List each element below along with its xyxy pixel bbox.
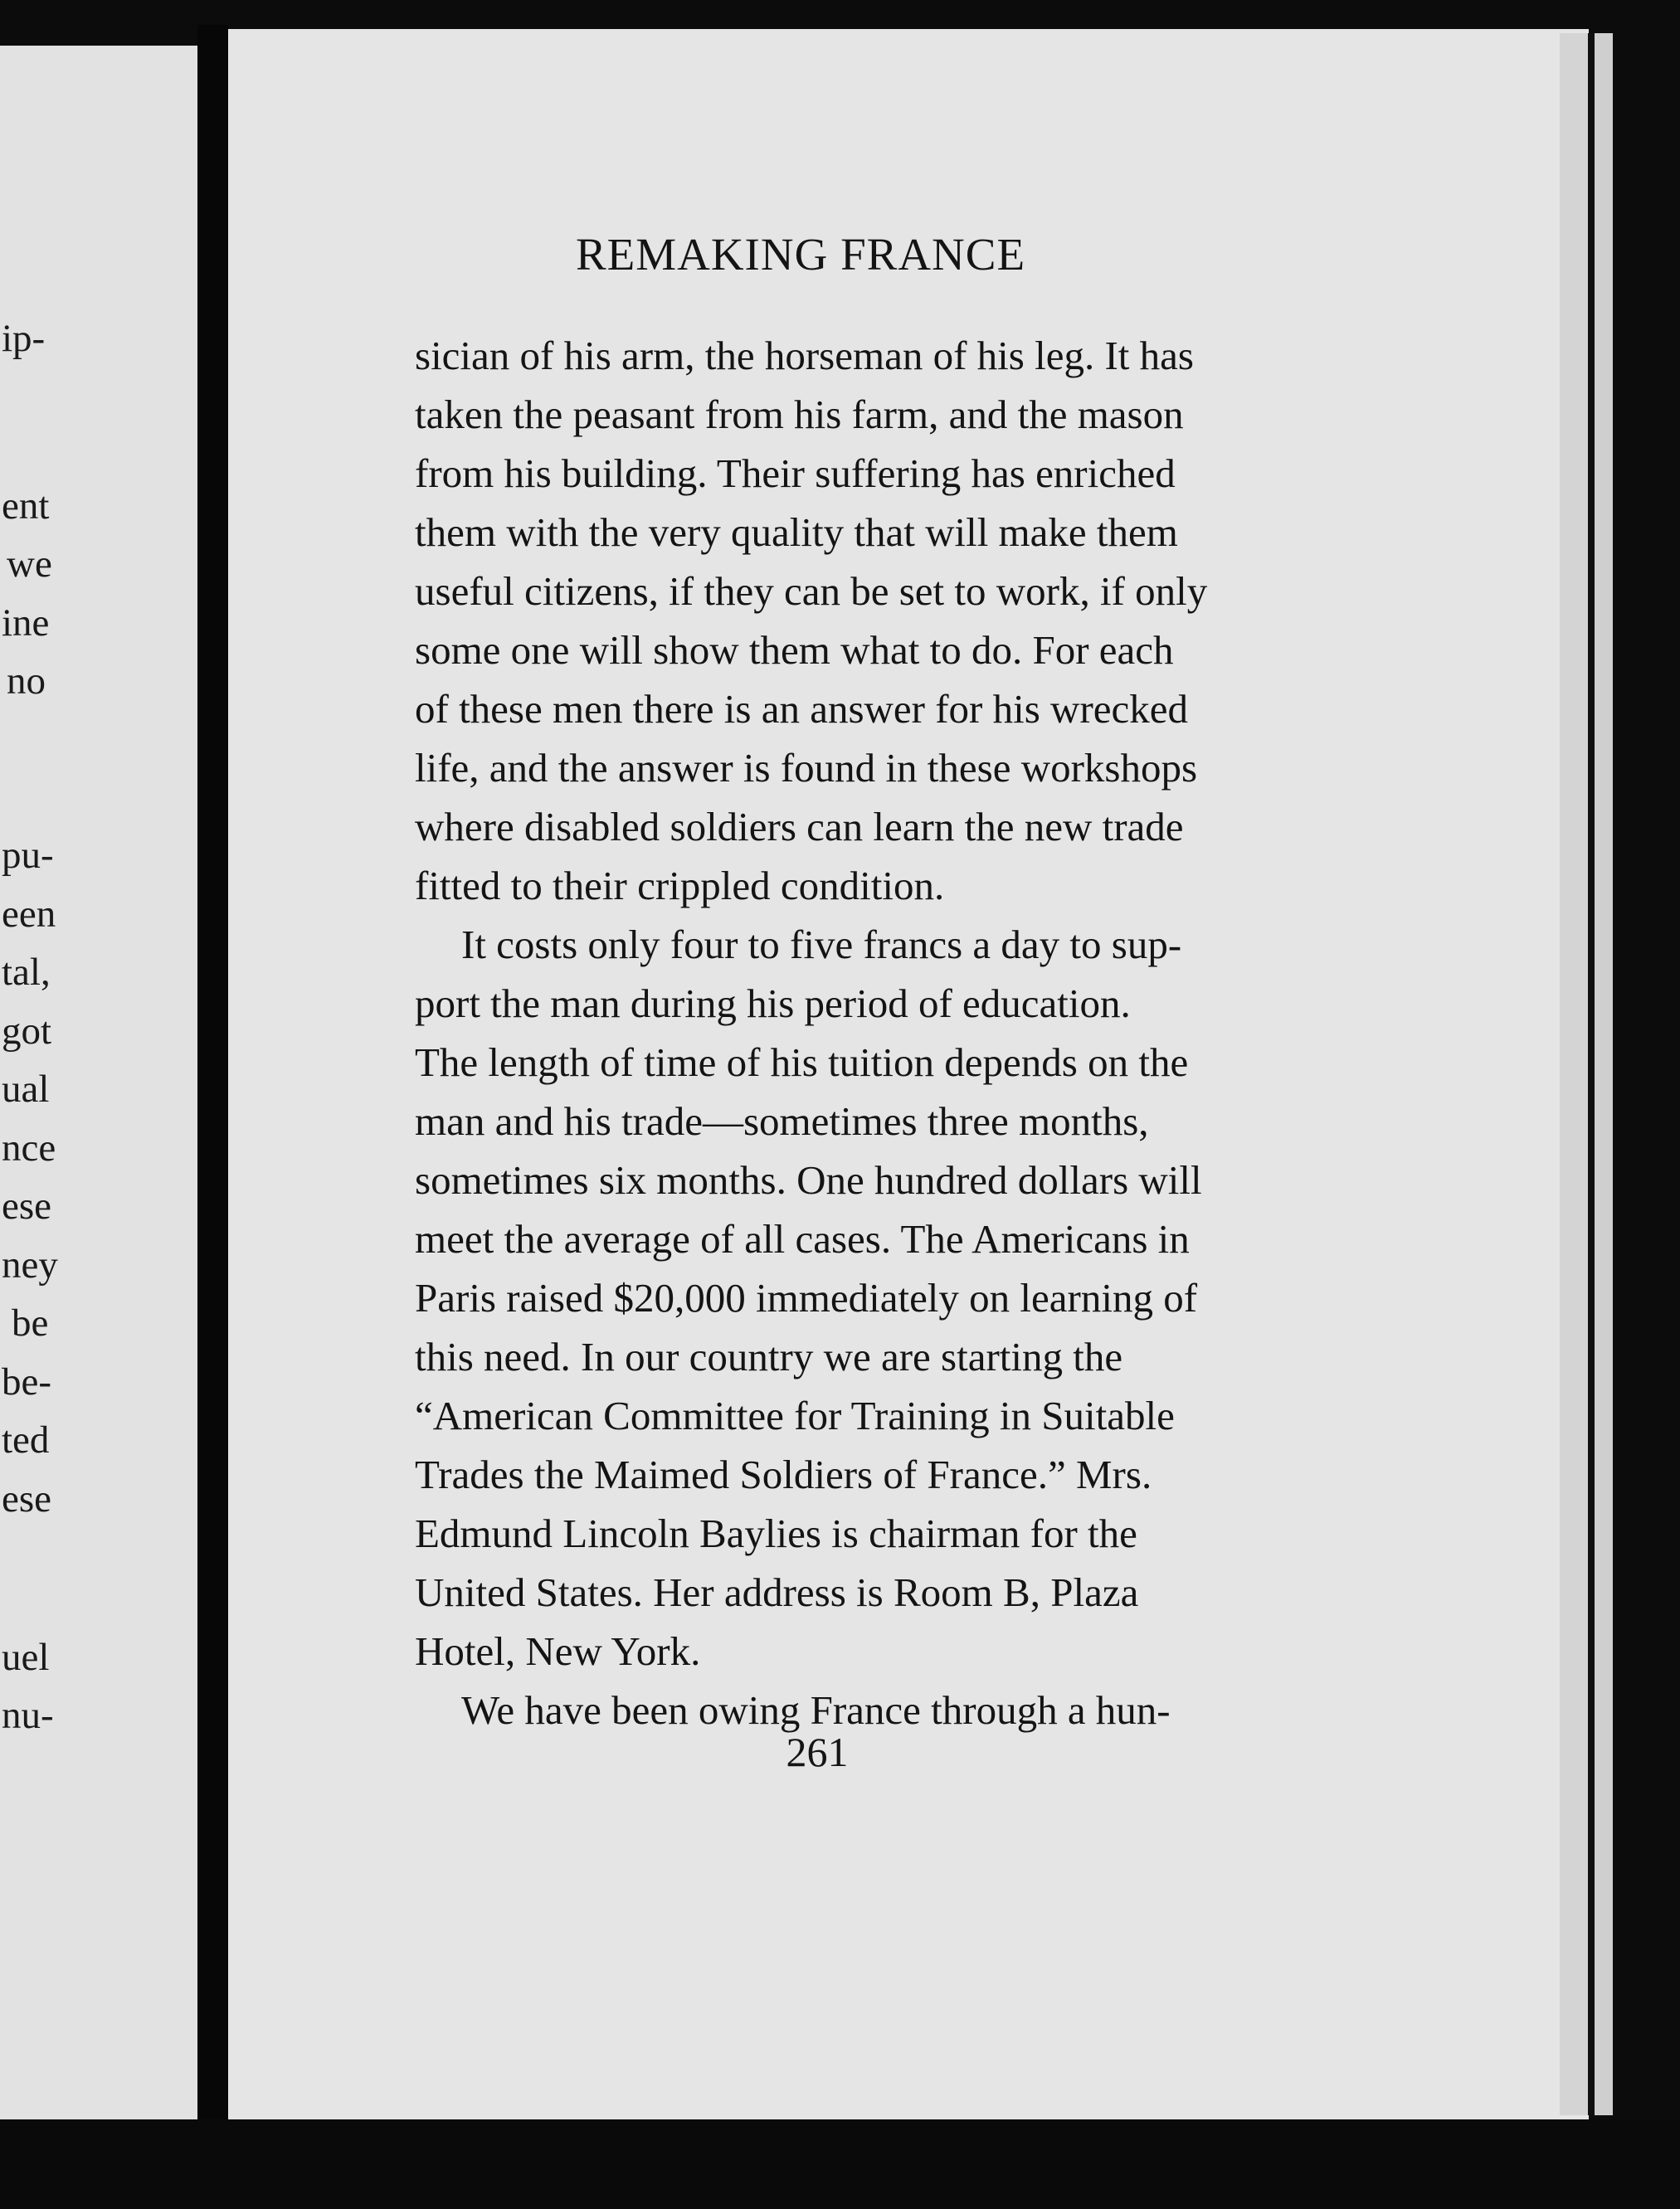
left-fragment: ted — [2, 1418, 50, 1462]
left-fragment: een — [2, 893, 56, 936]
text-line: useful citizens, if they can be set to work, if only — [415, 568, 1208, 614]
paragraph — [415, 915, 1576, 1681]
text-line: United States. Her address is Room B, Plaza — [415, 1569, 1139, 1615]
text-line: Edmund Lincoln Baylies is chairman for the — [415, 1511, 1137, 1556]
left-fragment: ual — [2, 1068, 50, 1111]
page-edge — [1613, 33, 1680, 2115]
left-fragment: nce — [2, 1126, 56, 1170]
running-head: REMAKING FRANCE — [575, 229, 1026, 280]
page-edge — [1560, 33, 1588, 2115]
paragraph — [415, 326, 1576, 915]
text-line: taken the peasant from his farm, and the mason — [415, 392, 1184, 437]
left-fragment: ese — [2, 1477, 52, 1521]
text-line: sician of his arm, the horseman of his leg. It has — [415, 333, 1194, 378]
left-fragment: got — [2, 1010, 52, 1053]
text-line: “American Committee for Training in Suitable — [415, 1393, 1175, 1438]
text-line: port the man during his period of education. — [415, 980, 1131, 1026]
book-gutter — [197, 25, 228, 2148]
text-line: The length of time of his tuition depends on the — [415, 1039, 1189, 1085]
left-fragment: pu- — [2, 834, 54, 877]
left-fragment: ip- — [2, 317, 46, 360]
text-line: where disabled soldiers can learn the new trade — [415, 804, 1184, 849]
left-fragment: nu- — [2, 1694, 54, 1737]
text-line: Hotel, New York. — [415, 1628, 701, 1674]
left-page-edge — [0, 46, 197, 2124]
left-fragment: be — [12, 1302, 49, 1345]
text-line: man and his trade—sometimes three months, — [415, 1098, 1149, 1144]
text-line: We have been owing France through a hun- — [461, 1687, 1171, 1733]
page-number: 261 — [786, 1729, 849, 1775]
text-line: Trades the Maimed Soldiers of France.” Mrs. — [415, 1452, 1152, 1497]
text-line: from his building. Their suffering has enriched — [415, 450, 1176, 496]
left-fragment: we — [7, 543, 52, 586]
left-fragment: ney — [2, 1243, 58, 1287]
scan-border — [0, 2119, 1680, 2209]
body-text — [415, 326, 1576, 1739]
left-fragment: tal, — [2, 951, 51, 994]
left-fragment: ine — [2, 601, 50, 645]
text-line: them with the very quality that will make them — [415, 509, 1178, 555]
text-line: It costs only four to five francs a day to sup- — [461, 922, 1182, 967]
left-fragment: no — [7, 659, 46, 703]
text-line: Paris raised $20,000 immediately on learning of — [415, 1275, 1198, 1321]
text-line: life, and the answer is found in these workshops — [415, 745, 1198, 791]
right-page — [228, 29, 1589, 2119]
text-line: sometimes six months. One hundred dollars will — [415, 1157, 1202, 1203]
text-line: meet the average of all cases. The Americans in — [415, 1216, 1190, 1262]
page-edge — [1588, 33, 1595, 2115]
text-line: this need. In our country we are starting the — [415, 1334, 1123, 1379]
text-line: of these men there is an answer for his wrecked — [415, 686, 1189, 732]
page-edge — [1595, 33, 1613, 2115]
left-fragment: uel — [2, 1636, 50, 1679]
left-fragment: be- — [2, 1360, 52, 1404]
left-fragment: ent — [2, 484, 50, 528]
text-line: fitted to their crippled condition. — [415, 863, 945, 908]
left-fragment: ese — [2, 1185, 52, 1228]
text-line: some one will show them what to do. For each — [415, 627, 1174, 673]
